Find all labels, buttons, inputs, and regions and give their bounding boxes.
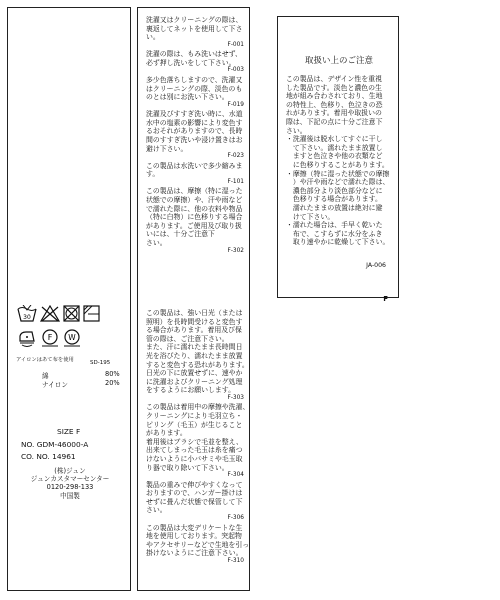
care-note: この製品は水洗いで多少縮みま す。 [146,161,243,179]
material-name: ナイロン [42,381,68,389]
care-note: 多少色落ちしますので、洗濯又 はクリーニングの際、淡色のも のとは別にお洗い下さい。 [146,75,243,102]
dry-in-shade-icon [84,306,99,321]
note-code: F-302 [227,247,244,254]
note-code: F-023 [227,153,244,160]
svg-text:F: F [47,333,53,342]
iron-note: アイロンはあて布を使用 [16,357,74,363]
no-tumble-dry-icon [64,306,79,321]
care-note: この製品は、摩擦（特に湿った 状態での摩擦）や、汗や雨など で濡れた際に、他の衣料や物品 （特に白物）に色移りする場合 があります。ご使用及び取り扱 いには、十分ご注意下 さい。 [146,187,243,247]
color-number: CO. NO. 14961 [21,452,76,461]
svg-text:30: 30 [23,314,31,321]
care-note: 洗濯の際は、もみ洗いはせず、 必ず押し洗いをして下さい。 [146,50,242,67]
caution-title: 取扱い上のご注意 [304,56,373,66]
note-code: F-306 [227,515,244,522]
ref-code: SD-195 [90,360,111,366]
note-code: F-303 [227,394,244,401]
care-note: 製品の重みで伸びやすくなって おりますので、ハンガー掛けは せずに畳んだ状態で保管して下 さい。 [146,480,243,515]
caution-body: この製品は、デザイン性を重視 した製品です。淡色と濃色の生 地が組み合わされており、生地 の特性上、色移り、色泣きの恐 れがあります。着用や取扱いの 際は、下記の点に十分ご注意下 さい。 ・洗濯後は脱水してすぐに干し て下さい。濡れたまま放置し ますと色泣きや他の衣類など に色移りすることがあります。 ・摩擦（特に湿った状態での摩擦 ）や汗や雨などで濡れた際は、 濃色部分より淡色部分などに 色移りする場合があります。 濡れたままの放置は絶対に避 けて下さい。 ・濡れた場合は、手早く乾いた 布で、こすらずに水分をふき 取り速やかに乾燥して下さい。 [286,75,390,247]
note-code: F-310 [227,557,244,564]
f-mark: F [383,295,388,303]
material-name: 綿 [42,372,49,380]
care-label-left [7,7,131,591]
note-code: F-101 [227,178,244,185]
size-text: SIZE F [57,427,81,436]
wet-clean-W-icon [64,330,80,346]
caution-label-right [277,16,399,303]
care-notes-top [146,16,244,256]
care-note: 洗濯及びすすぎ洗い時に、水道 水中の塩素の影響により変色す るおそれがありますので、長時 間のすすぎ洗いや浸け置きはお 避け下さい。 [146,110,243,153]
material-percent: 20% [105,379,120,387]
low-iron-icon [20,332,34,347]
note-code: F-003 [227,67,244,74]
dry-clean-F-icon [42,330,58,346]
hand-wash-30-icon [18,305,36,321]
care-note: この製品は着用中の摩擦や洗濯、 クリーニングにより毛羽立ち・ ピリング（毛玉）が生じること があります。 着用後はブラシで毛並を整え、 出来てしまった毛玉は糸を痛つ けないように小バサミや毛玉取 り器で取り除いて下さい。 [146,403,250,472]
care-label-middle [137,7,250,591]
svg-text:W: W [68,333,76,342]
care-note: この製品は、強い日光（または 照明）を長時間受けると変色す る場合があります。着用及び保 管の際は、ご注意下さい。 また、汗に濡れたまま長時間日 光を浴びたり、濡れたまま放置 すると変色する恐れがあります。 日光の下に放置せずに、速やか に洗濯およびクリーニング処理 をするようにお願いします。 [146,309,249,395]
material-percent: 80% [105,370,120,378]
note-code: F-001 [227,41,244,48]
model-number: NO. GDM-46000-A [21,440,89,449]
brand-contact: (株)ジュン ジュンカスタマーセンター 0120-298-133 中国製 [30,467,110,500]
caution-code: JA-006 [366,262,386,269]
care-note: 洗濯又はクリーニングの際は、 裏返してネットを使用して下さ い。 [146,16,243,42]
care-note: この製品は大変デリケートな生 地を使用しております。突起物 やアクセサリーなどで生地を引っ 掛けないようにご注意下さい。 [146,523,250,558]
care-notes-bottom [146,309,250,566]
note-code: F-019 [227,101,244,108]
note-code: F-304 [227,472,244,479]
bleach-prohibited-icon [41,306,59,321]
